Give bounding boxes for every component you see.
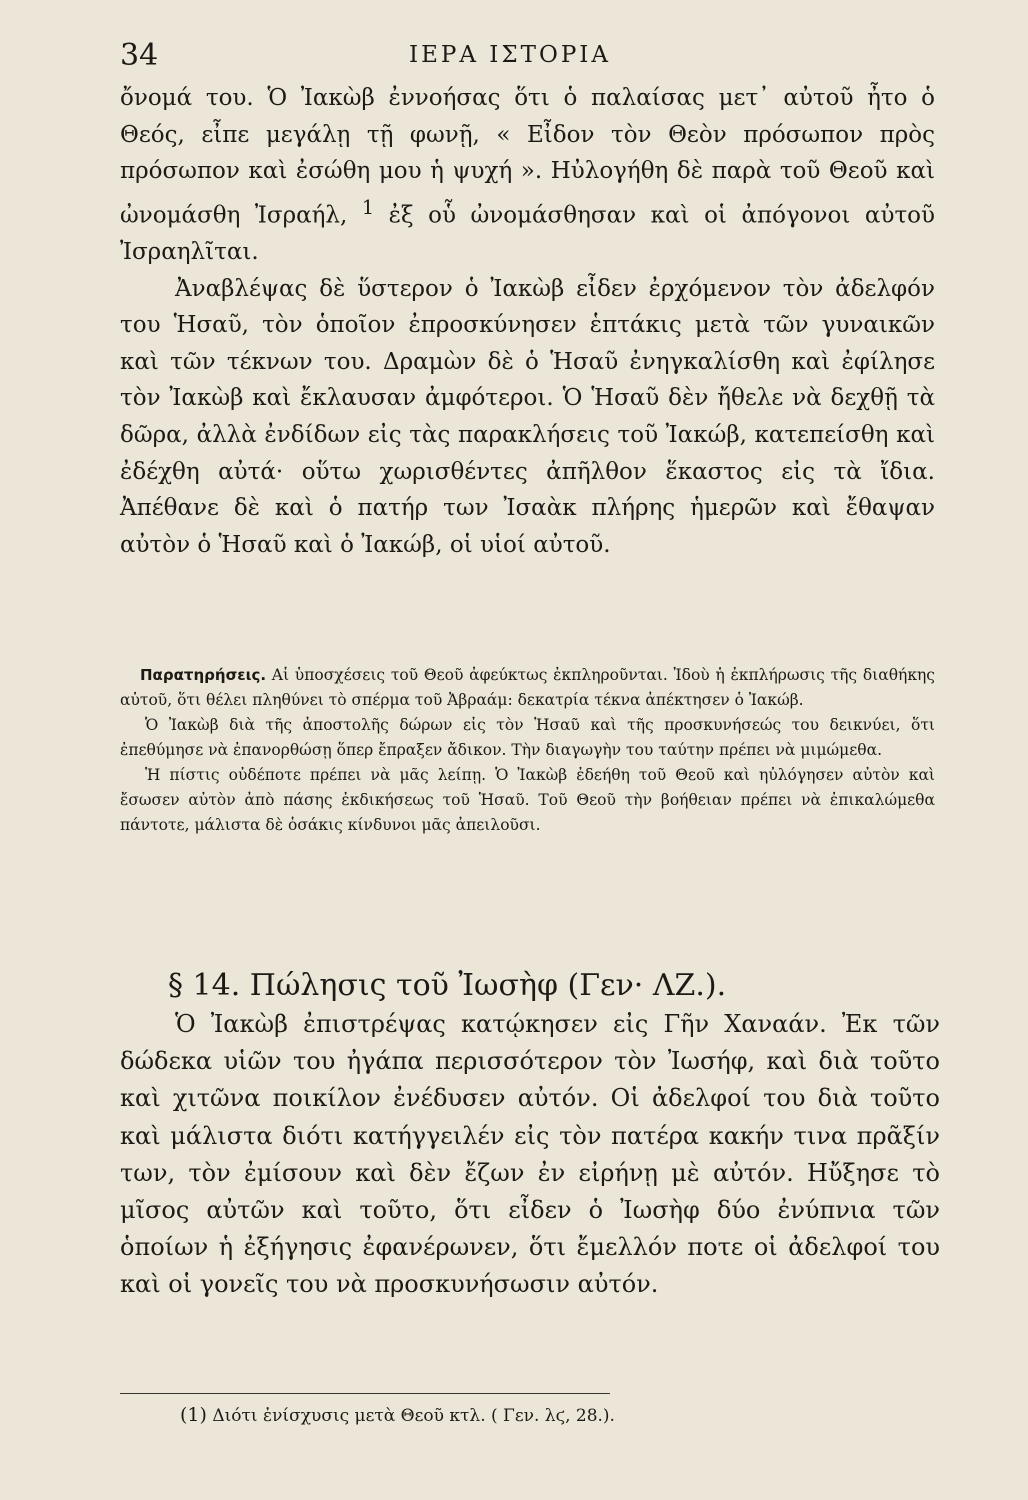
paragraph-2: Ἀναβλέψας δὲ ὕστερον ὁ Ἰακὼβ εἶδεν ἐρχόμενον τὸν ἀδελφόν του Ἡσαῦ, τὸν ὁποῖον ἐπροσκύνησεν ἑπτάκις μετὰ τῶν γυναικῶν καὶ τῶν τέκνων του. Δραμὼν δὲ ὁ Ἡσαῦ ἐνηγκαλίσθη καὶ ἐφίλησε τὸν Ἰακὼβ καὶ ἔκλαυσαν ἀμφότεροι. Ὁ Ἡσαῦ δὲν ἤθελε νὰ δεχθῇ τὰ δῶρα, ἀλλὰ ἐνδίδων εἰς τὰς παρακλήσεις τοῦ Ἰακώβ, κατεπείσθη καὶ ἐδέχθη αὐτά· οὕτω χωρισθέντες ἀπῆλθον ἕκαστος εἰς τὰ ἴδια. Ἀπέθανε δὲ καὶ ὁ πατήρ των Ἰσαὰκ πλήρης ἡμερῶν καὶ ἔθαψαν αὐτὸν ὁ Ἡσαῦ καὶ ὁ Ἰακώβ, οἱ υἱοί αὐτοῦ.: [120, 275, 935, 558]
observation-3: Ἡ πίστις οὐδέποτε πρέπει νὰ μᾶς λείπῃ. Ὁ Ἰακὼβ ἐδεήθη τοῦ Θεοῦ καὶ ηὐλόγησεν αὐτὸν καὶ ἔσωσεν αὐτὸν ἀπὸ πάσης ἐκδικήσεως τοῦ Ἡσαῦ. Τοῦ Θεοῦ τὴν βοήθειαν πρέπει νὰ ἐπικαλώμεθα πάντοτε, μάλιστα δὲ ὁσάκις κίνδυνοι μᾶς ἀπειλοῦσι.: [120, 766, 935, 834]
footnote-text: Διότι ἐνίσχυσις μετὰ Θεοῦ κτλ. ( Γεν. λϛ, 28.).: [212, 1406, 615, 1426]
footnote-marker: (1): [180, 1404, 207, 1426]
footnote: [180, 1402, 880, 1429]
section-text: [120, 1006, 940, 1304]
section-paragraph: Ὁ Ἰακὼβ ἐπιστρέψας κατῴκησεν εἰς Γῆν Χαναάν. Ἐκ τῶν δώδεκα υἱῶν του ἠγάπα περισσότερον τὸν Ἰωσήφ, καὶ διὰ τοῦτο καὶ χιτῶνα ποικίλον ἐνέδυσεν αὐτόν. Οἱ ἀδελφοί του διὰ τοῦτο καὶ μάλιστα διότι κατήγγειλέν εἰς τὸν πατέρα κακήν τινα πρᾶξίν των, τὸν ἐμίσουν καὶ δὲν ἔζων ἐν εἰρήνῃ μὲ αὐτόν. Ηὔξησε τὸ μῖσος αὐτῶν καὶ τοῦτο, ὅτι εἶδεν ὁ Ἰωσὴφ δύο ἐνύπνια τῶν ὁποίων ἡ ἐξήγησις ἐφανέρωνεν, ὅτι ἔμελλόν ποτε οἱ ἀδελφοί του καὶ οἱ γονεῖς του νὰ προσκυνήσωσιν αὐτόν.: [120, 1010, 940, 1299]
page-number: 34: [120, 38, 159, 73]
observation-2: Ὁ Ἰακὼβ διὰ τῆς ἀποστολῆς δώρων εἰς τὸν Ἡσαῦ καὶ τῆς προσκυνήσεώς του δεικνύει, ὅτι ἐπεθύμησε νὰ ἐπανορθώσῃ ὅπερ ἔπραξεν ἄδικον. Τὴν διαγωγὴν του ταύτην πρέπει νὰ μιμώμεθα.: [120, 716, 935, 759]
observation-1-text: Αἱ ὑποσχέσεις τοῦ Θεοῦ ἀφεύκτως ἐκπληροῦνται. Ἰδοὺ ἡ ἐκπλήρωσις τῆς διαθήκης αὐτοῦ, ὅτι θέλει πληθύνει τὸ σπέρμα τοῦ Ἀβραάμ: δεκατρία τέκνα ἀπέκτησεν ὁ Ἰακώβ.: [120, 666, 935, 709]
footnote-reference: 1: [361, 195, 375, 219]
observations-block: [120, 663, 935, 838]
observation-1: [120, 663, 935, 713]
running-title: ΙΕΡΑ ΙΣΤΟΡΙΑ: [409, 42, 611, 68]
paragraph-1-end: ἐξ οὗ ὠνομάσθησαν καὶ οἱ ἀπόγονοι αὐτοῦ Ἰσραηλῖται.: [120, 202, 935, 266]
section-heading: § 14. Πώλησις τοῦ Ἰωσὴφ (Γεν· ΛΖ.).: [168, 968, 727, 1003]
page-header: [120, 38, 940, 78]
paragraph-1-text: ὄνομά του. Ὁ Ἰακὼβ ἐννοήσας ὅτι ὁ παλαίσας μετ᾽ αὐτοῦ ἦτο ὁ Θεός, εἶπε μεγάλῃ τῇ φωνῇ, « Εἶδον τὸν Θεὸν πρόσωπον πρὸς πρόσωπον καὶ ἐσώθη μου ἡ ψυχή ». Ηὐλογήθη δὲ παρὰ τοῦ Θεοῦ καὶ ὠνομάσθη Ἰσραήλ,: [120, 85, 935, 229]
observations-label: Παρατηρήσεις.: [140, 666, 267, 684]
paragraph-1: [120, 80, 935, 271]
footnote-divider: [120, 1393, 610, 1394]
main-text: [120, 80, 935, 563]
